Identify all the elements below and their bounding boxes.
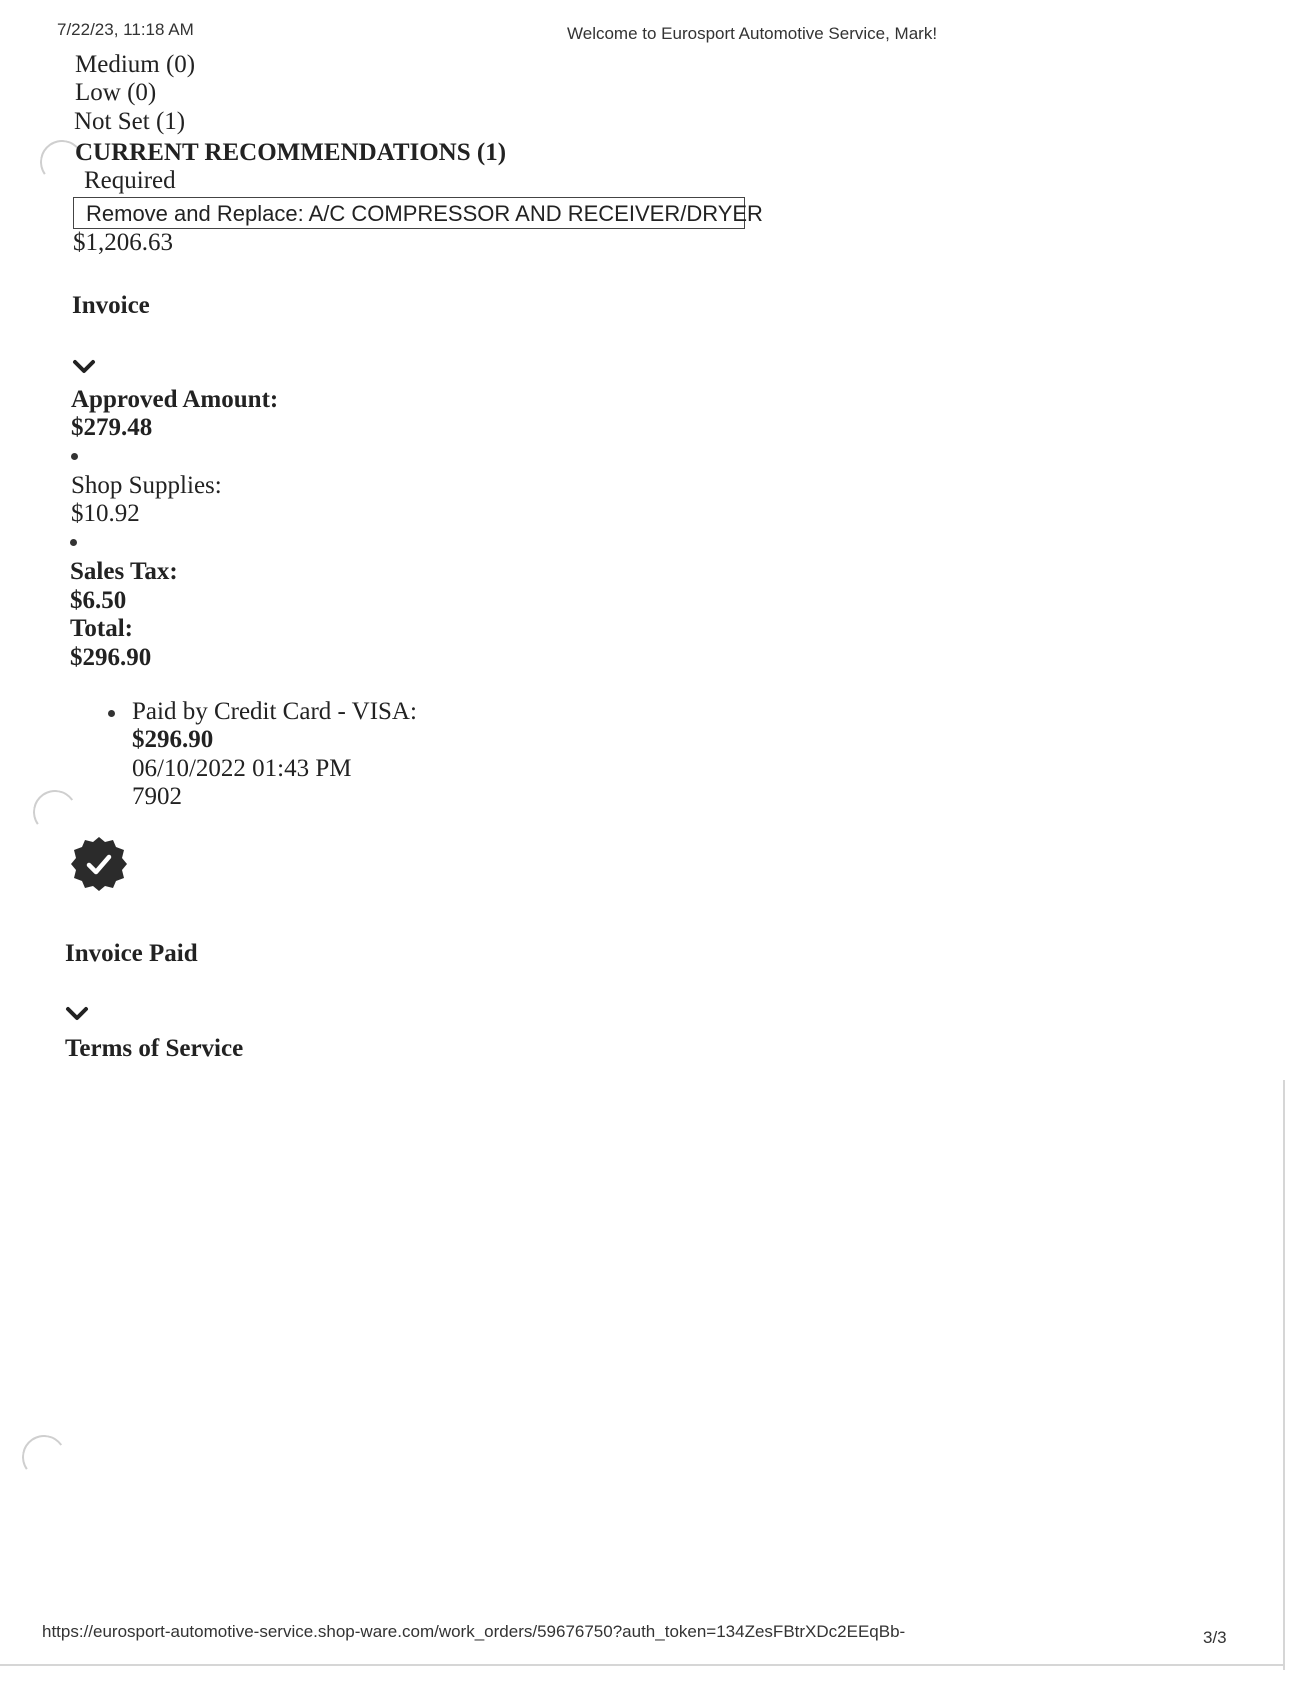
payment-datetime: 06/10/2022 01:43 PM bbox=[132, 755, 352, 782]
terms-of-service-link[interactable]: Terms of Service bbox=[65, 1035, 244, 1062]
page-edge-bottom bbox=[0, 1664, 1285, 1666]
binder-hole bbox=[30, 787, 81, 838]
welcome-message: Welcome to Eurosport Automotive Service, Mark! bbox=[567, 24, 938, 43]
invoice-heading[interactable]: Invoice bbox=[72, 292, 150, 319]
list-bullet bbox=[108, 710, 115, 717]
chevron-down-icon[interactable] bbox=[72, 359, 96, 375]
payment-amount: $296.90 bbox=[132, 726, 214, 753]
sales-tax-label: Sales Tax: bbox=[70, 558, 178, 585]
page-number: 3/3 bbox=[1203, 1628, 1227, 1647]
total-label: Total: bbox=[70, 615, 133, 642]
priority-low[interactable]: Low (0) bbox=[75, 79, 157, 106]
recommendation-amount: $1,206.63 bbox=[73, 229, 173, 256]
list-bullet bbox=[71, 453, 78, 460]
shop-supplies-value: $10.92 bbox=[71, 500, 140, 527]
binder-hole bbox=[19, 1432, 70, 1483]
recommendation-item[interactable]: Remove and Replace: A/C COMPRESSOR AND RECEIVER/DRYER bbox=[73, 197, 745, 229]
paid-check-badge-icon bbox=[70, 835, 128, 893]
chevron-down-icon[interactable] bbox=[65, 1006, 89, 1022]
shop-supplies-label: Shop Supplies: bbox=[71, 472, 222, 499]
total-value: $296.90 bbox=[70, 644, 152, 671]
card-last-four: 7902 bbox=[132, 783, 182, 810]
approved-amount-value: $279.48 bbox=[71, 414, 153, 441]
page-url[interactable]: https://eurosport-automotive-service.shop-ware.com/work_orders/59676750?auth_token=134ZesFBtrXDc2EEqBb- bbox=[42, 1622, 906, 1641]
approved-amount-label: Approved Amount: bbox=[71, 386, 279, 413]
priority-not-set[interactable]: Not Set (1) bbox=[74, 108, 186, 135]
required-tag: Required bbox=[84, 167, 176, 194]
payment-method: Paid by Credit Card - VISA: bbox=[132, 698, 417, 725]
print-timestamp: 7/22/23, 11:18 AM bbox=[57, 20, 194, 39]
invoice-paid-status: Invoice Paid bbox=[65, 940, 198, 967]
sales-tax-value: $6.50 bbox=[70, 587, 127, 614]
list-bullet bbox=[70, 539, 77, 546]
priority-medium[interactable]: Medium (0) bbox=[75, 51, 196, 78]
page-edge-right bbox=[1283, 1080, 1285, 1670]
recommendations-heading: CURRENT RECOMMENDATIONS (1) bbox=[75, 139, 507, 166]
